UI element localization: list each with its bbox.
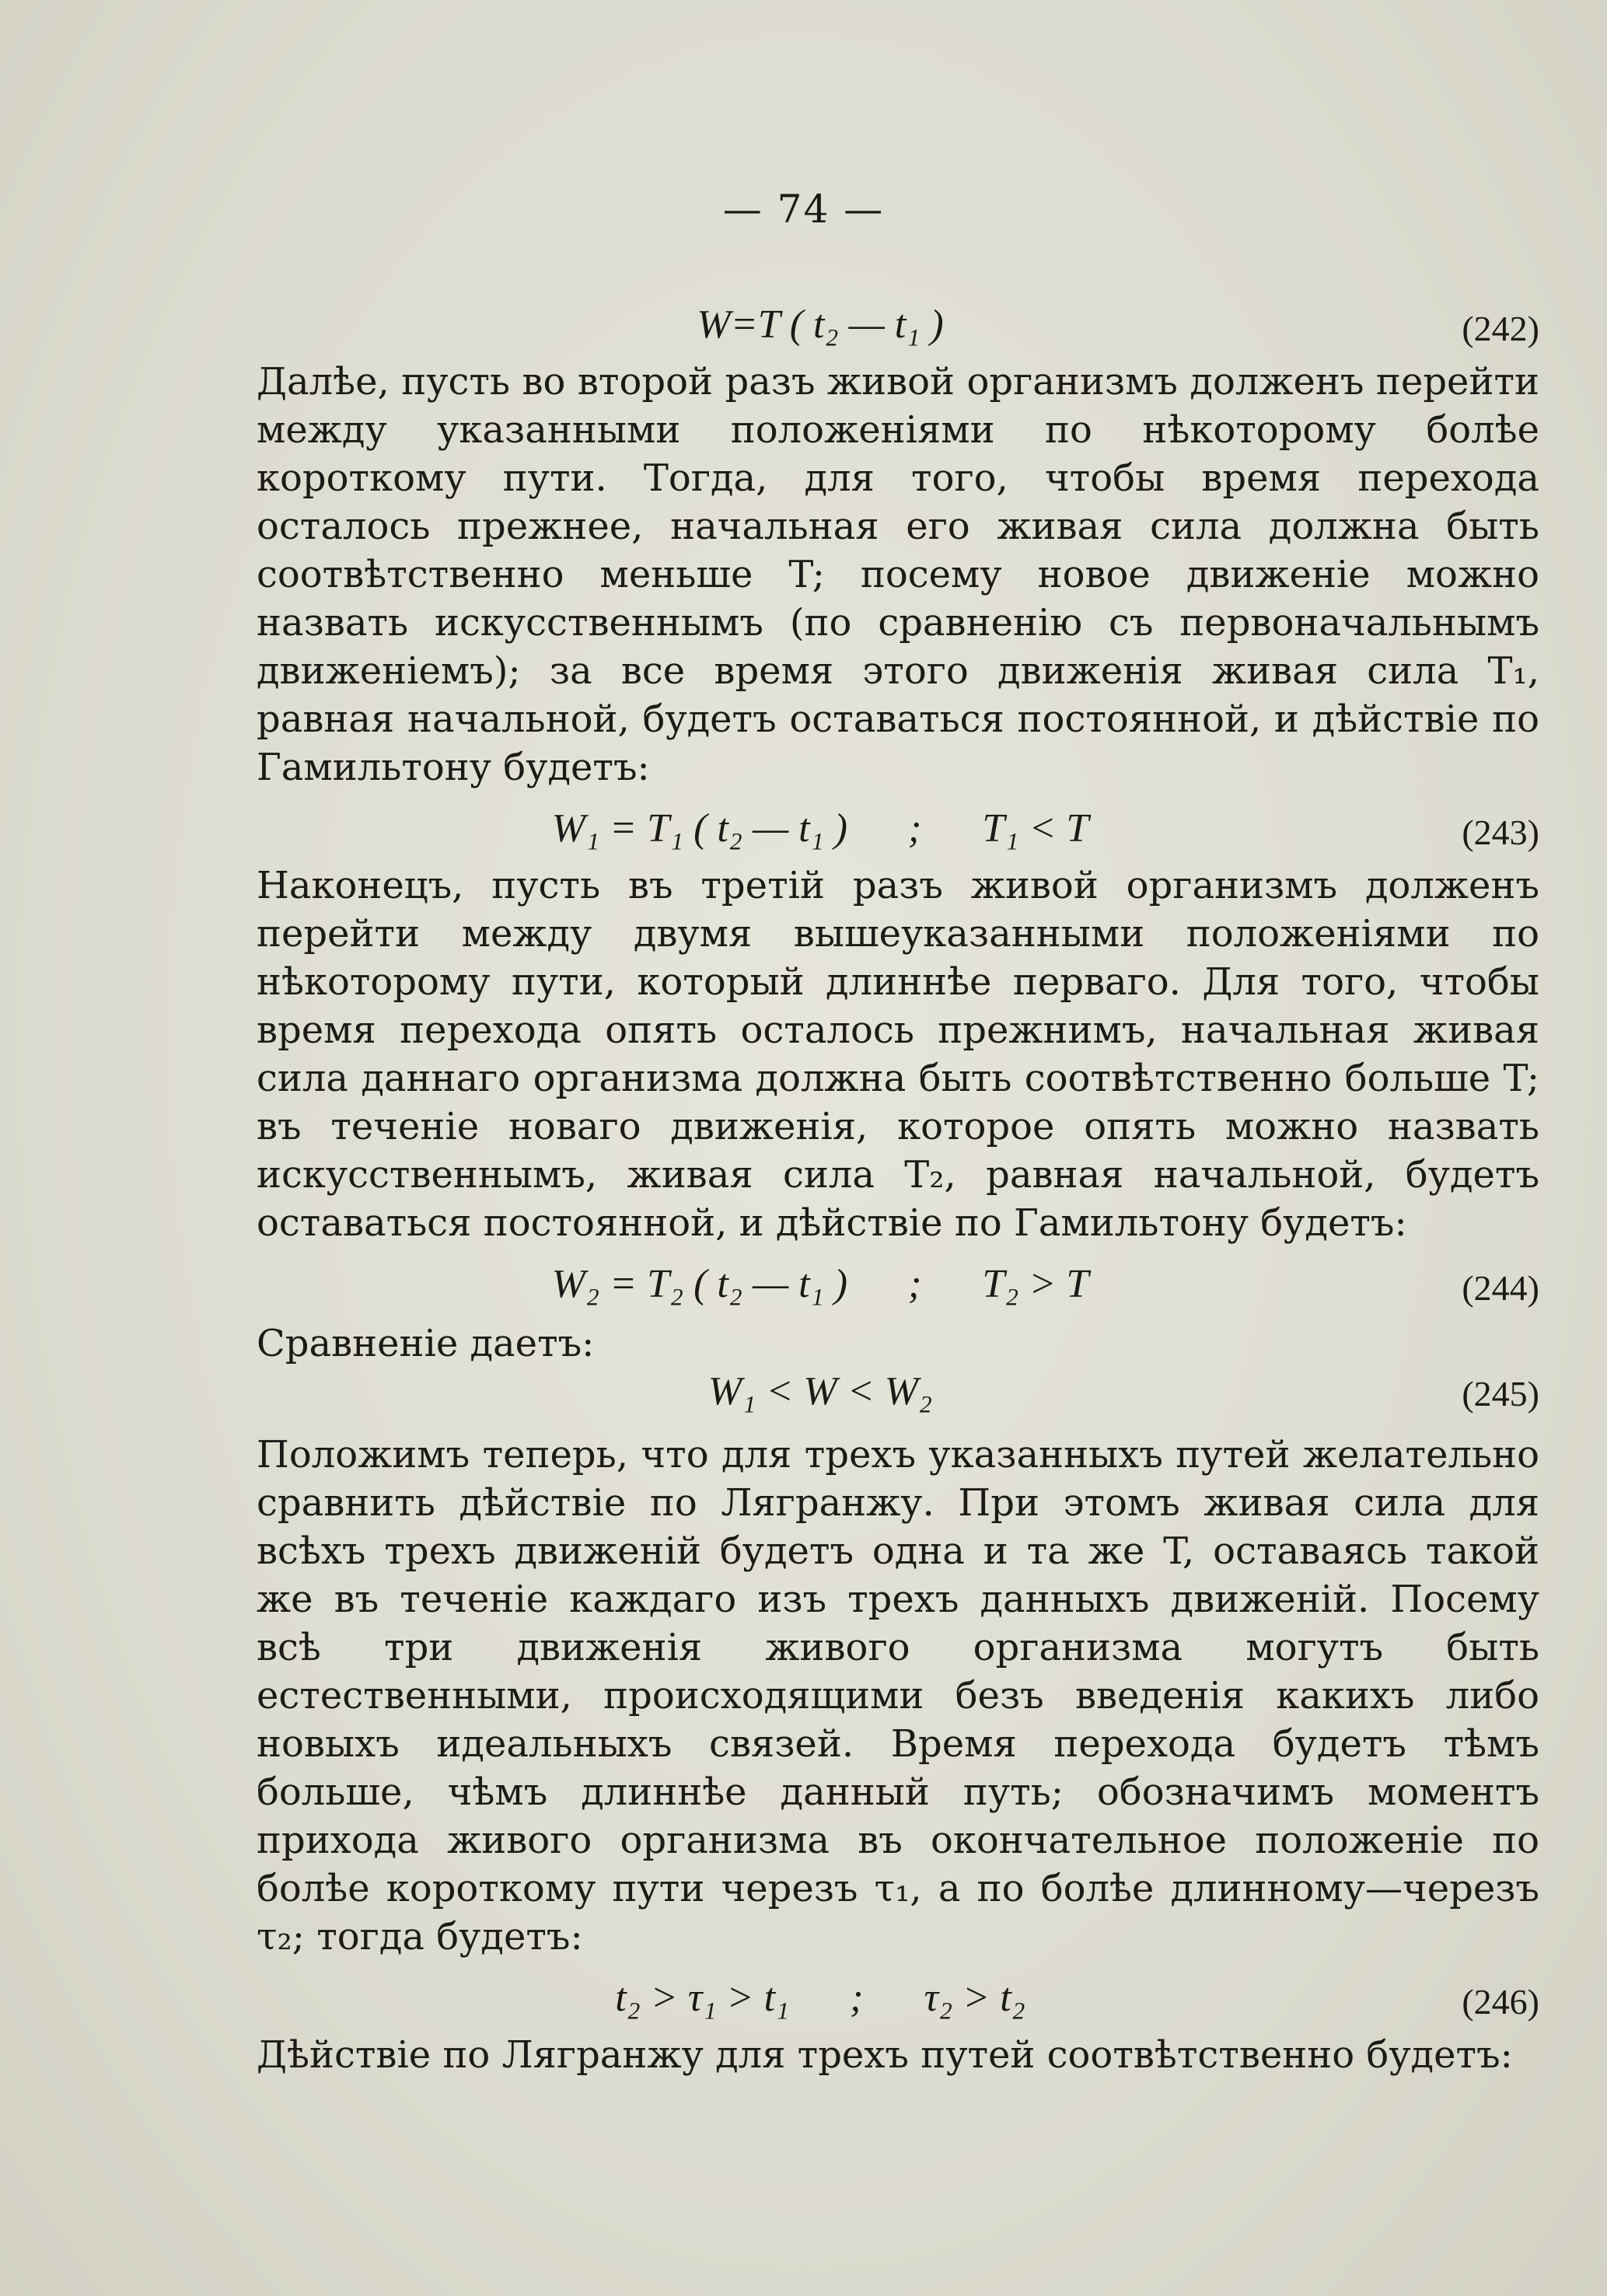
equation-246 [257,1961,1539,2031]
equation-242 [257,288,1539,358]
equation-formula: t₂ > τ₁ > t₁ ; τ₂ > t₂ [615,1976,1025,2020]
equation-245-formula-row [257,1368,1539,1423]
equation-formula: W₁ < W < W₂ [707,1369,933,1414]
equation-number: (243) [1462,813,1539,852]
paragraph-3: Положимъ теперь, что для трехъ указанныхъ путей желательно сравнить дѣйствіе по Лягранжу. При этомъ живая сила для всѣхъ трехъ движеній будетъ одна и та же T, оставаясь такой же въ теченіе каждаго изъ трехъ данныхъ движеній. Посему всѣ три движенія живого организма могутъ быть естественными, происходящими безъ введенія какихъ либо новыхъ идеальныхъ связей. Время перехода будетъ тѣмъ больше, чѣмъ длиннѣе данный путь; обозначимъ моментъ прихода живого организма въ окончательное положеніе по болѣе короткому пути черезъ τ₁, а по болѣе длинному—черезъ τ₂; тогда будетъ: [257,1433,1539,1959]
equation-number: (244) [1462,1268,1539,1308]
comparison-lead-text: Сравненіе даетъ: [257,1322,595,1365]
equation-number: (246) [1462,1982,1539,2022]
equation-number: (245) [1462,1374,1539,1414]
equation-formula: W₂ = T₂ ( t₂ — t₁ ) ; T₂ > T [551,1262,1089,1306]
paragraph-2: Наконецъ, пусть въ третій разъ живой организмъ долженъ перейти между двумя вышеуказанными положеніями по нѣкоторому пути, который длиннѣе перваго. Для того, чтобы время перехода опять осталось прежнимъ, начальная живая сила даннаго организма должна быть соотвѣтственно больше T; въ теченіе новаго движенія, которое опять можно назвать искусственнымъ, живая сила T₂, равная начальной, будетъ оставаться постоянной, и дѣйствіе по Гамильтону будетъ: [257,864,1539,1245]
paragraph-4: Дѣйствіе по Лягранжу для трехъ путей соотвѣтственно будетъ: [257,2033,1513,2077]
equation-formula: W=T ( t₂ — t₁ ) [697,302,944,347]
page-content [257,288,1539,2079]
equation-number: (242) [1462,309,1539,348]
paragraph-1: Далѣе, пусть во второй разъ живой организмъ долженъ перейти между указанными положеніями по нѣкоторому болѣе короткому пути. Тогда, для того, чтобы время перехода осталось прежнее, начальная его живая сила должна быть соотвѣтственно меньше T; посему новое движеніе можно назвать искусственнымъ (по сравненію съ первоначальнымъ движеніемъ); за все время этого движенія живая сила T₁, равная начальной, будетъ оставаться постоянной, и дѣйствіе по Гамильтону будетъ: [257,360,1539,789]
equation-formula: W₁ = T₁ ( t₂ — t₁ ) ; T₁ < T [551,806,1089,851]
equation-243 [257,792,1539,861]
page-number: — 74 — [722,187,885,232]
equation-245 [257,1322,1539,1368]
equation-244 [257,1247,1539,1317]
